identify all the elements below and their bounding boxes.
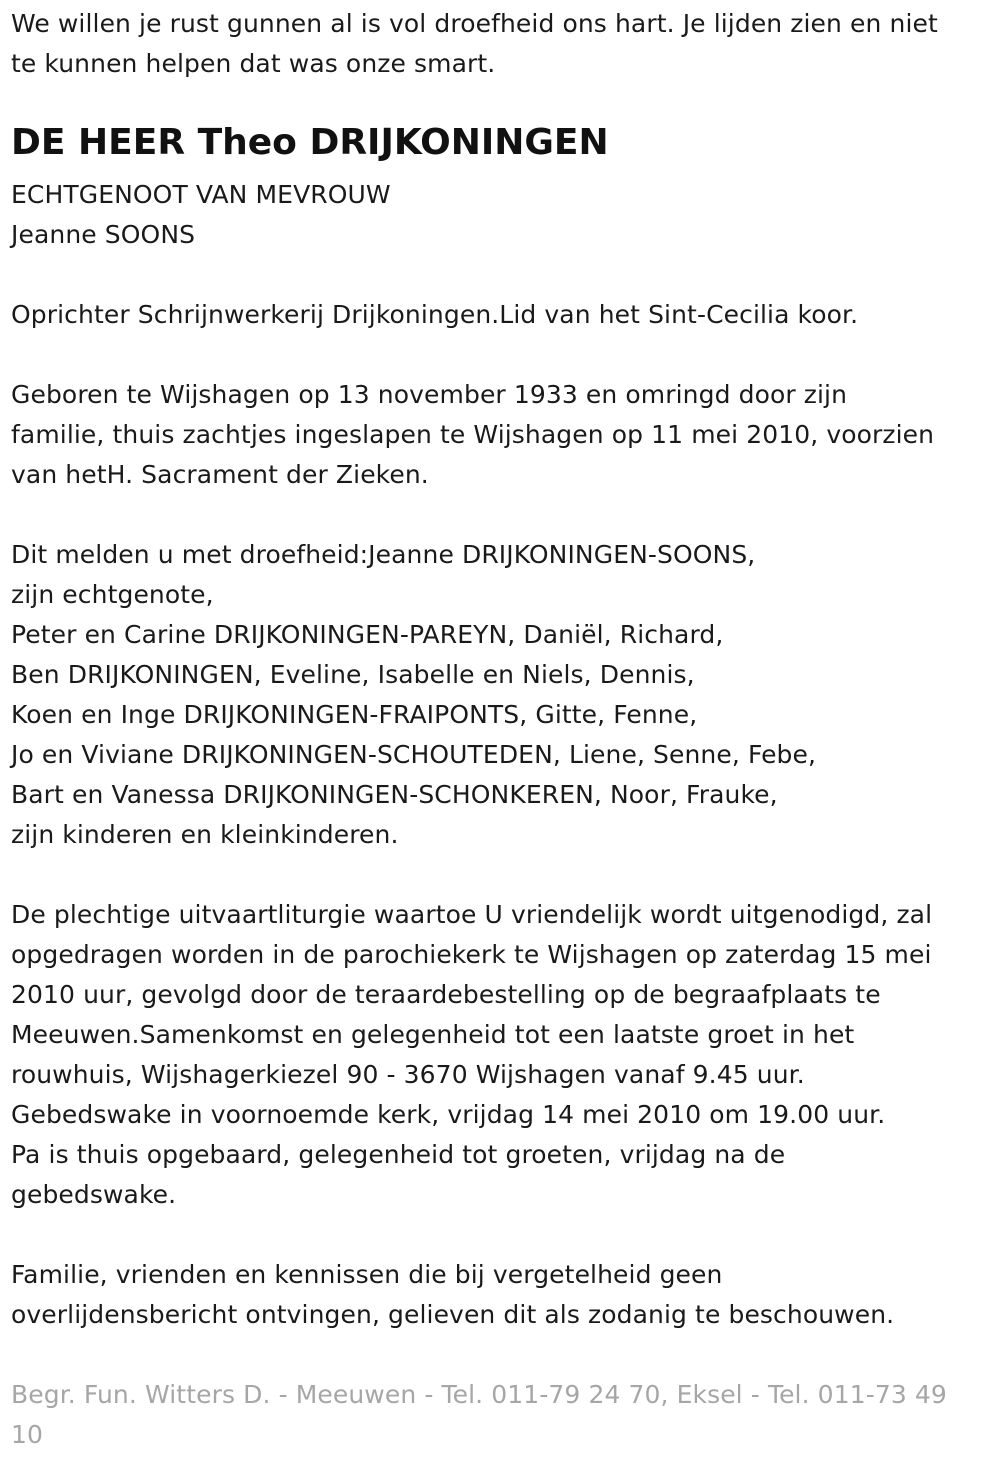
spacer [11,855,990,895]
spacer [11,495,990,535]
family-line: Ben DRIJKONINGEN, Eveline, Isabelle en Niels, Dennis, [11,660,695,689]
family-line: Dit melden u met droefheid:Jeanne DRIJKONINGEN-SOONS, [11,540,756,569]
funeral-director-footer [11,1375,990,1455]
spouse-block [11,175,990,255]
motto-block [11,4,990,84]
funeral-line: rouwhuis, Wijshagerkiezel 90 - 3670 Wijshagen vanaf 9.45 uur. [11,1060,805,1089]
spouse-line: Jeanne SOONS [11,220,196,249]
family-line: Koen en Inge DRIJKONINGEN-FRAIPONTS, Gitte, Fenne, [11,700,698,729]
funeral-line: Meeuwen.Samenkomst en gelegenheid tot een laatste groet in het [11,1020,855,1049]
birth-death-block [11,375,990,495]
family-line: Jo en Viviane DRIJKONINGEN-SCHOUTEDEN, Liene, Senne, Febe, [11,740,817,769]
deceased-title: DE HEER Theo DRIJKONINGEN [11,122,609,163]
notice-block [11,1255,990,1335]
birth-death-line: Geboren te Wijshagen op 13 november 1933 en omringd door zijn [11,380,848,409]
notice-line: Familie, vrienden en kennissen die bij vergetelheid geen [11,1260,723,1289]
funeral-block [11,895,990,1215]
funeral-line: 2010 uur, gevolgd door de teraardebestelling op de begraafplaats te [11,980,881,1009]
birth-death-line: van hetH. Sacrament der Zieken. [11,460,429,489]
family-block [11,535,990,855]
footer-line: Begr. Fun. Witters D. - Meeuwen - Tel. 011-79 24 70, Eksel - Tel. 011-73 49 [11,1380,947,1409]
spacer [11,335,990,375]
spouse-line: ECHTGENOOT VAN MEVROUW [11,180,391,209]
family-line: zijn echtgenote, [11,580,214,609]
motto-line: te kunnen helpen dat was onze smart. [11,49,496,78]
funeral-line: De plechtige uitvaartliturgie waartoe U vriendelijk wordt uitgenodigd, zal [11,900,933,929]
family-line: Peter en Carine DRIJKONINGEN-PAREYN, Daniël, Richard, [11,620,724,649]
funeral-line: opgedragen worden in de parochiekerk te Wijshagen op zaterdag 15 mei [11,940,932,969]
funeral-line: gebedswake. [11,1180,177,1209]
footer-line: 10 [11,1420,44,1449]
motto-line: We willen je rust gunnen al is vol droefheid ons hart. Je lijden zien en niet [11,9,938,38]
spacer [11,255,990,295]
funeral-line: Pa is thuis opgebaard, gelegenheid tot groeten, vrijdag na de [11,1140,786,1169]
spacer [11,1215,990,1255]
occupation-block [11,295,990,335]
notice-line: overlijdensbericht ontvingen, gelieven dit als zodanig te beschouwen. [11,1300,895,1329]
occupation-line: Oprichter Schrijnwerkerij Drijkoningen.Lid van het Sint-Cecilia koor. [11,300,859,329]
family-line: zijn kinderen en kleinkinderen. [11,820,399,849]
birth-death-line: familie, thuis zachtjes ingeslapen te Wijshagen op 11 mei 2010, voorzien [11,420,935,449]
funeral-line: Gebedswake in voornoemde kerk, vrijdag 14 mei 2010 om 19.00 uur. [11,1100,886,1129]
family-line: Bart en Vanessa DRIJKONINGEN-SCHONKEREN, Noor, Frauke, [11,780,778,809]
spacer [11,1335,990,1375]
